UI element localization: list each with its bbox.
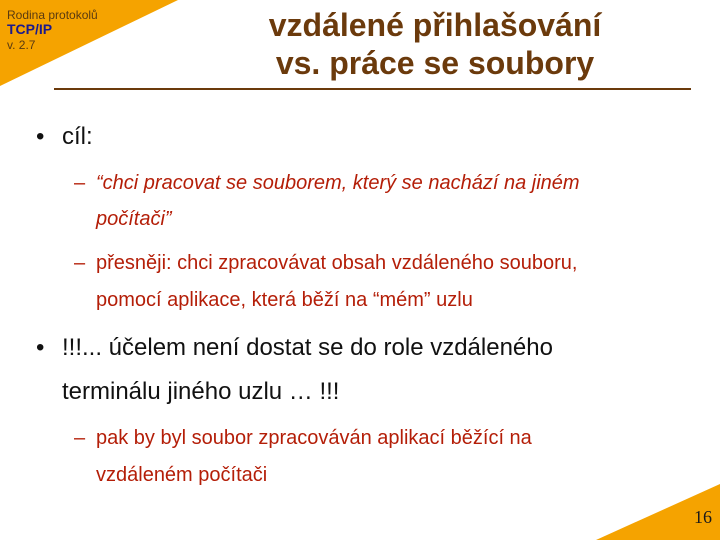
- corner-label-version: v. 2.7: [7, 38, 36, 52]
- sub-bullet-1-2-line-1: přesněji: chci zpracovávat obsah vzdáleného souboru,: [96, 252, 578, 274]
- sub-bullet-1-1-line-2: počítači”: [96, 208, 172, 230]
- corner-label-series: Rodina protokolů: [7, 8, 98, 22]
- slide-title-line-2: vs. práce se soubory: [275, 45, 595, 81]
- slide-title-line-1: vzdálené přihlašování: [268, 7, 602, 43]
- bullet-2-line-1: !!!... účelem není dostat se do role vzdáleného: [62, 334, 553, 361]
- sub-bullet-1-2-line-2: pomocí aplikace, která běží na “mém” uzlu: [96, 289, 473, 311]
- sub-bullet-1-1-line-1: “chci pracovat se souborem, který se nachází na jiném: [96, 172, 580, 194]
- sub-bullet-marker-2-1: –: [74, 427, 86, 449]
- bullet-marker-2: •: [36, 334, 45, 361]
- sub-bullet-marker-1-1: –: [74, 172, 86, 194]
- slide-title: [190, 6, 680, 82]
- sub-bullet-2-1-line-1: pak by byl soubor zpracováván aplikací běžící na: [96, 427, 532, 449]
- bullet-marker-1: •: [36, 123, 45, 150]
- bullet-2-line-2: terminálu jiného uzlu … !!!: [62, 378, 340, 405]
- page-number: 16: [694, 507, 712, 527]
- title-divider: [54, 88, 691, 90]
- corner-label-protocol: TCP/IP: [7, 21, 53, 37]
- sub-bullet-marker-1-2: –: [74, 252, 86, 274]
- sub-bullet-2-1-line-2: vzdáleném počítači: [96, 464, 268, 486]
- bullet-1-line-1: cíl:: [62, 123, 93, 150]
